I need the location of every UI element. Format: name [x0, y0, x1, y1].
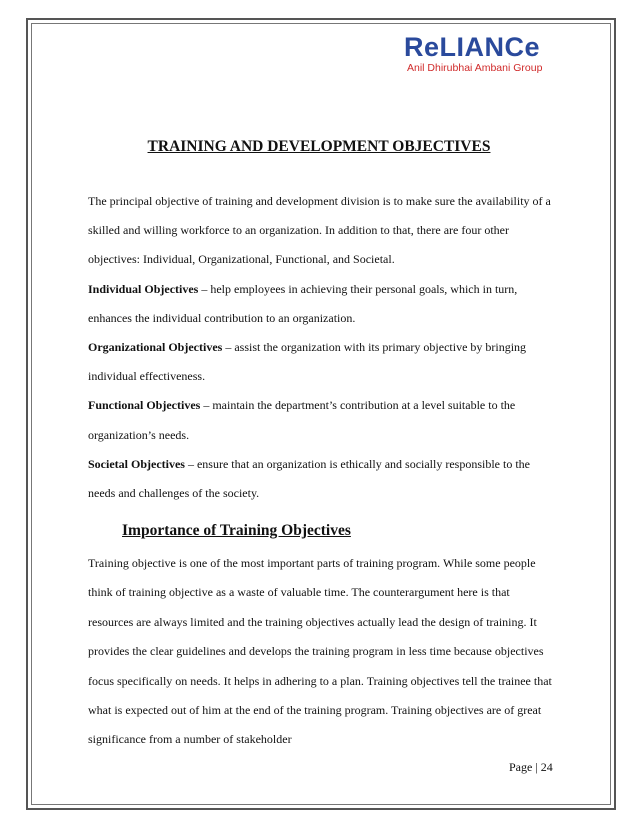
objective-term: Societal Objectives: [88, 456, 185, 471]
page-number: Page | 24: [509, 760, 553, 774]
importance-section: [88, 549, 558, 755]
section-heading: Importance of Training Objectives: [122, 522, 351, 539]
objective-item: [88, 275, 558, 333]
importance-paragraph: Training objective is one of the most important parts of training program. While some people think of training objective as a waste of valuable time. The counterargument here is that resources are always limited and the training objectives actually lead the design of training. It provides the clear guidelines and develops the training program in less time because objectives focus specifically on needs. It helps in adhering to a plan. Training objectives tell the trainee that what is expected out of him at the end of the training program. Training objectives are of great significance from a number of stakeholder: [88, 556, 552, 747]
objective-item: [88, 450, 558, 508]
page-title: TRAINING AND DEVELOPMENT OBJECTIVES: [147, 138, 491, 155]
logo-tagline: Anil Dhirubhai Ambani Group: [407, 62, 543, 74]
objective-text: – maintain the department’s contribution at a level suitable to the organization’s needs.: [88, 398, 516, 442]
reliance-logo: [404, 32, 564, 78]
objective-term: Functional Objectives: [88, 398, 201, 413]
objective-term: Individual Objectives: [88, 281, 199, 296]
objective-text: – help employees in achieving their personal goals, which in turn, enhances the individual contribution to an organization.: [88, 281, 518, 325]
logo-wordmark: ReLIANCe: [404, 32, 541, 62]
objective-item: [88, 333, 558, 391]
objective-text: – ensure that an organization is ethically and socially responsible to the needs and challenges of the society.: [88, 456, 531, 501]
objective-term: Organizational Objectives: [88, 340, 223, 355]
objective-item: [88, 391, 558, 449]
intro-paragraph: The principal objective of training and development division is to make sure the availability of a skilled and willing workforce to an organization. In addition to that, there are four other objectives: Individual, Organizational, Functional, and Societal.: [88, 194, 551, 267]
objective-text: – assist the organization with its primary objective by bringing individual effectiveness.: [88, 340, 527, 384]
objectives-section: [88, 187, 558, 508]
